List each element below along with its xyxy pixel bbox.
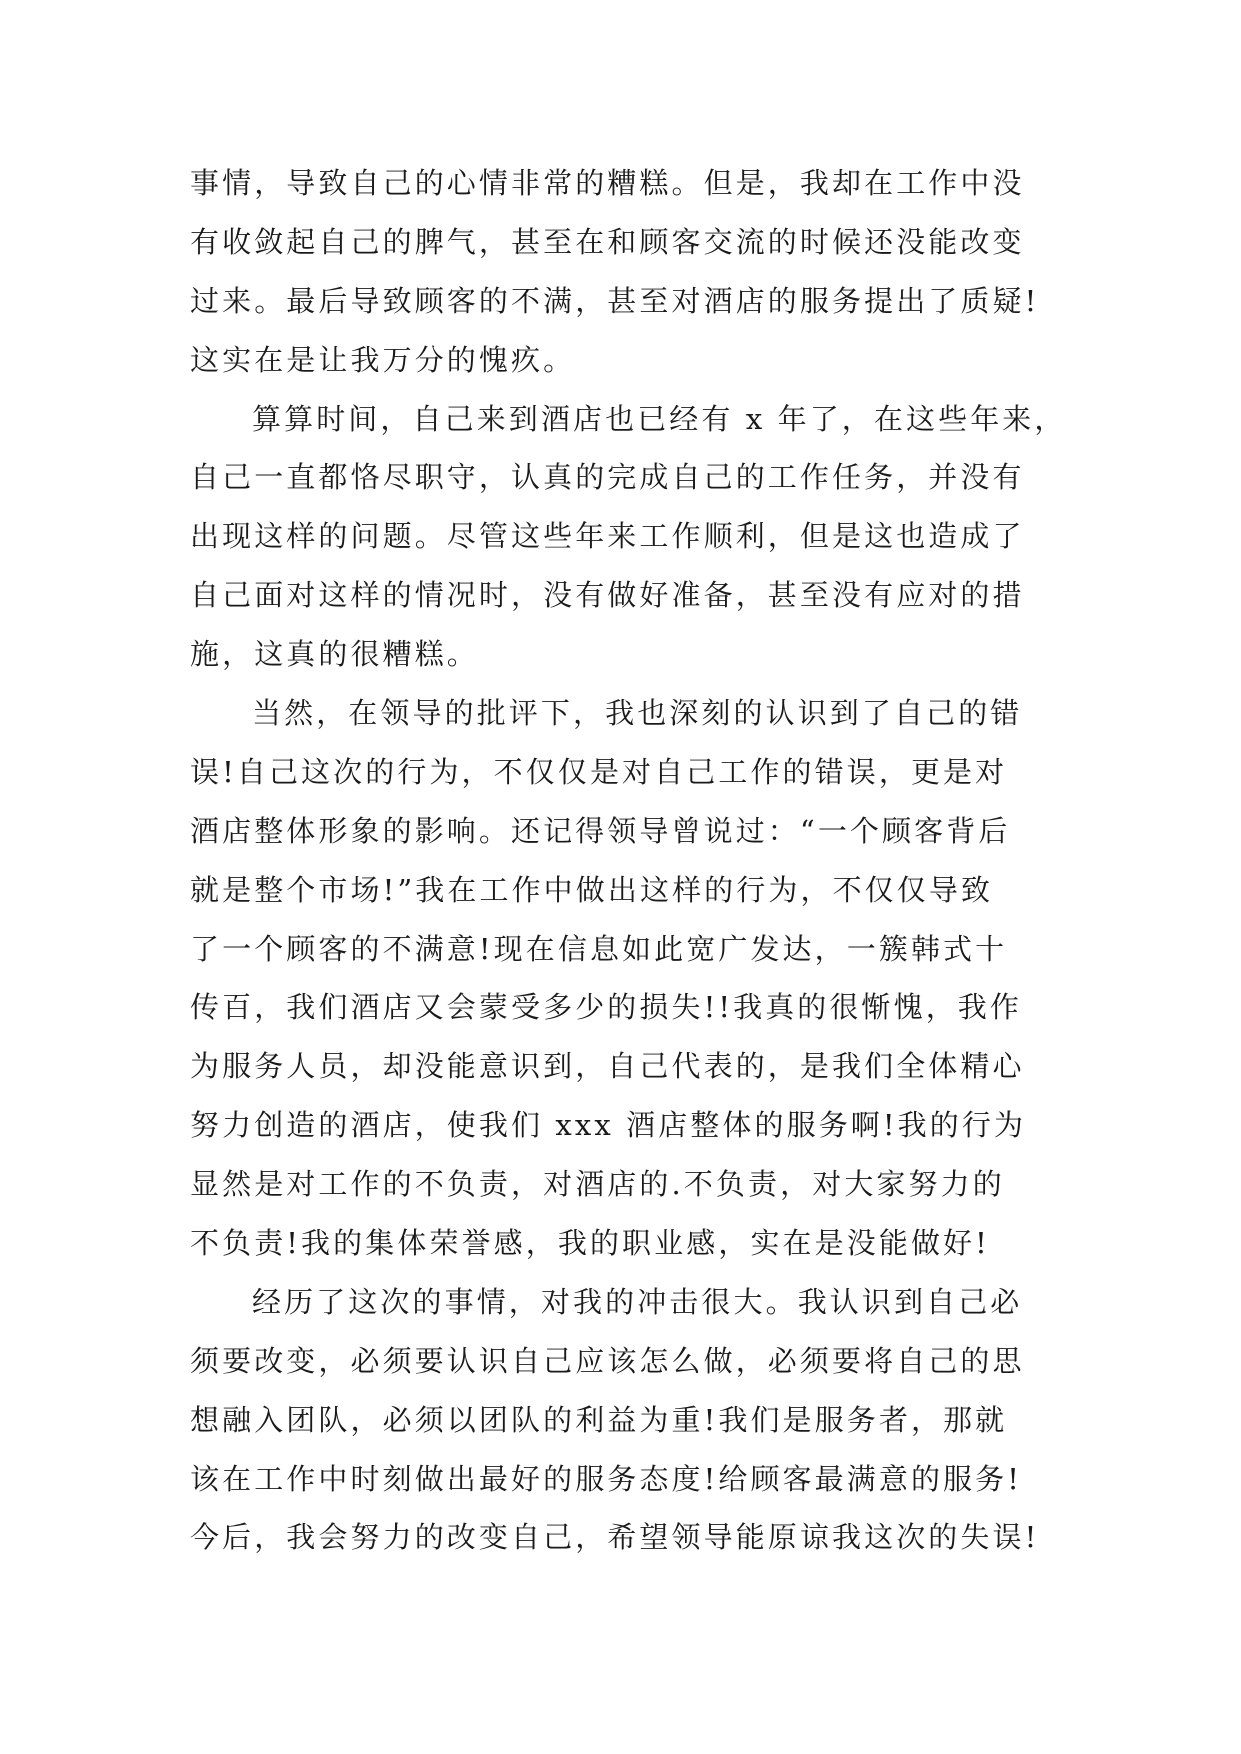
text-line: 传百，我们酒店又会蒙受多少的损失!!我真的很惭愧，我作 <box>190 990 1023 1025</box>
text-line: 出现这样的问题。尽管这些年来工作顺利，但是这也造成了 <box>190 519 1025 554</box>
text-line: 算算时间，自己来到酒店也已经有 x 年了，在这些年来， <box>252 401 1067 436</box>
text-line: 自己面对这样的情况时，没有做好准备，甚至没有应对的措 <box>190 578 1025 613</box>
text-line: 就是整个市场!”我在工作中做出这样的行为，不仅仅导致 <box>190 872 994 907</box>
text-line: 显然是对工作的不负责，对酒店的.不负责，对大家努力的 <box>190 1167 1005 1202</box>
text-line: 该在工作中时刻做出最好的服务态度!给顾客最满意的服务! <box>190 1461 1023 1496</box>
text-line: 当然，在领导的批评下，我也深刻的认识到了自己的错 <box>252 696 1023 731</box>
text-line: 过来。最后导致顾客的不满，甚至对酒店的服务提出了质疑! <box>190 283 1040 318</box>
text-line: 自己一直都恪尽职守，认真的完成自己的工作任务，并没有 <box>190 460 1025 495</box>
text-line: 经历了这次的事情，对我的冲击很大。我认识到自己必 <box>252 1284 1023 1319</box>
text-line: 今后，我会努力的改变自己，希望领导能原谅我这次的失误! <box>190 1520 1040 1555</box>
text-line: 努力创造的酒店，使我们 xxx 酒店整体的服务啊!我的行为 <box>190 1108 1027 1143</box>
text-line: 不负责!我的集体荣誉感，我的职业感，实在是没能做好! <box>190 1226 990 1261</box>
text-line: 事情，导致自己的心情非常的糟糕。但是，我却在工作中没 <box>190 166 1025 200</box>
text-line: 酒店整体形象的影响。还记得领导曾说过：“一个顾客背后 <box>190 813 1011 848</box>
text-line: 这实在是让我万分的愧疚。 <box>190 342 576 377</box>
document-body <box>190 154 1067 1567</box>
text-line: 施，这真的很糟糕。 <box>190 637 479 672</box>
text-line: 误!自己这次的行为，不仅仅是对自己工作的错误，更是对 <box>190 754 1008 789</box>
text-line: 为服务人员，却没能意识到，自己代表的，是我们全体精心 <box>190 1049 1025 1084</box>
text-line: 了一个顾客的不满意!现在信息如此宽广发达，一簇韩式十 <box>190 931 1008 966</box>
text-line: 想融入团队，必须以团队的利益为重!我们是服务者，那就 <box>190 1402 1008 1437</box>
text-line: 须要改变，必须要认识自己应该怎么做，必须要将自己的思 <box>190 1343 1025 1378</box>
text-line: 有收敛起自己的脾气，甚至在和顾客交流的时候还没能改变 <box>190 224 1025 259</box>
